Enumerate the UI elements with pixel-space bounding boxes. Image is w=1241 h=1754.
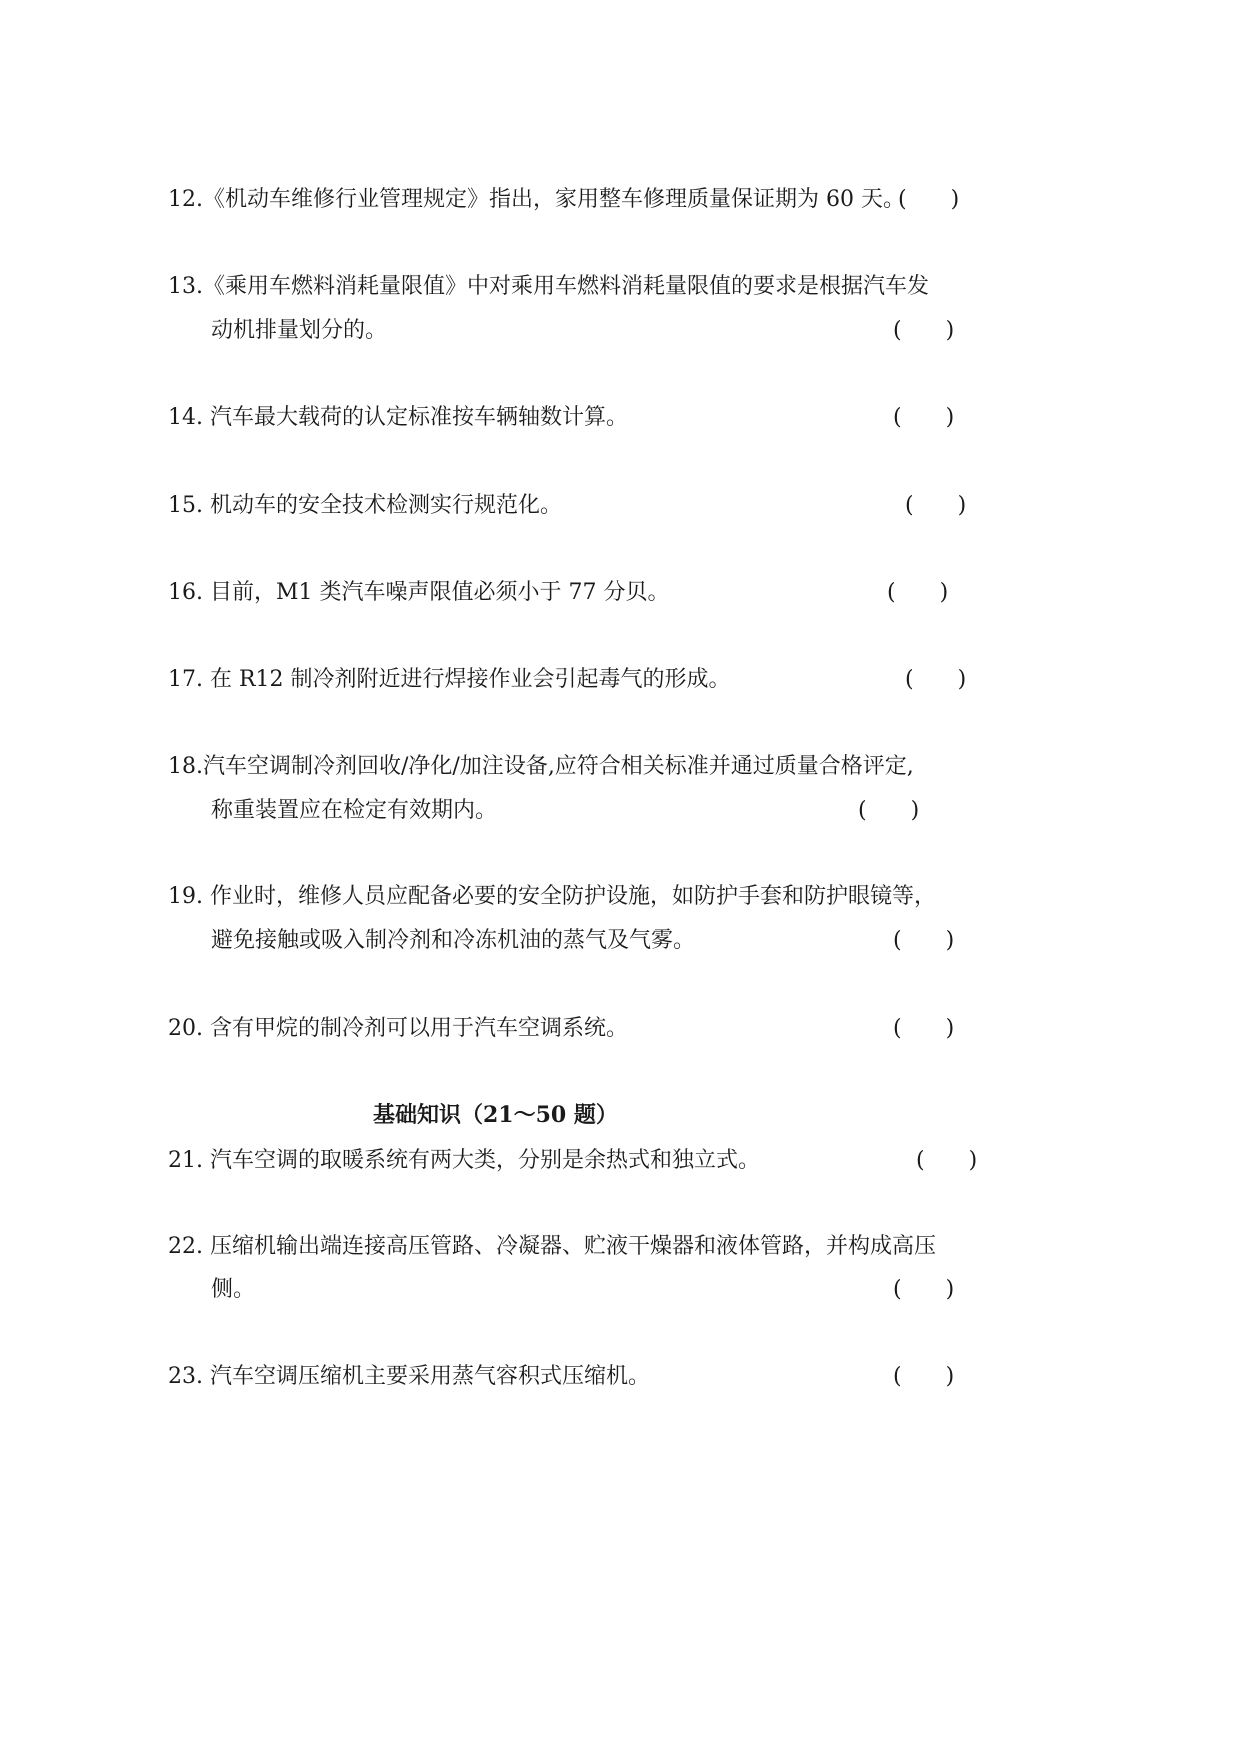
question-20-line-1: 20. 含有甲烷的制冷剂可以用于汽车空调系统。: [168, 1016, 628, 1041]
question-18-line-1: 18.汽车空调制冷剂回收/净化/加注设备,应符合相关标准并通过质量合格评定,: [168, 754, 914, 779]
question-19-line-1: 19. 作业时，维修人员应配备必要的安全防护设施，如防护手套和防护眼镜等，: [168, 884, 936, 909]
question-13-line-1: 13.《乘用车燃料消耗量限值》中对乘用车燃料消耗量限值的要求是根据汽车发: [168, 274, 929, 299]
section-heading: 基础知识（21～50 题）: [373, 1102, 618, 1128]
question-23-line-1: 23. 汽车空调压缩机主要采用蒸气容积式压缩机。: [168, 1364, 650, 1389]
question-17-line-1: 17. 在 R12 制冷剂附近进行焊接作业会引起毒气的形成。: [168, 667, 731, 692]
answer-blank-12[interactable]: ( ): [898, 187, 960, 212]
answer-blank-15[interactable]: ( ): [905, 493, 967, 518]
question-21-line-1: 21. 汽车空调的取暖系统有两大类，分别是余热式和独立式。: [168, 1148, 760, 1173]
answer-blank-16[interactable]: ( ): [887, 580, 949, 605]
answer-blank-18[interactable]: ( ): [858, 798, 920, 823]
answer-blank-17[interactable]: ( ): [905, 667, 967, 692]
question-15-line-1: 15. 机动车的安全技术检测实行规范化。: [168, 493, 562, 518]
answer-blank-22[interactable]: ( ): [893, 1277, 955, 1302]
question-16-line-1: 16. 目前，M1 类汽车噪声限值必须小于 77 分贝。: [168, 580, 670, 605]
question-14-line-1: 14. 汽车最大载荷的认定标准按车辆轴数计算。: [168, 405, 628, 430]
question-18-line-2: 称重装置应在检定有效期内。: [211, 798, 498, 823]
question-19-line-2: 避免接触或吸入制冷剂和冷冻机油的蒸气及气雾。: [211, 928, 696, 953]
question-13-line-2: 动机排量划分的。: [211, 318, 388, 343]
answer-blank-20[interactable]: ( ): [893, 1016, 955, 1041]
answer-blank-14[interactable]: ( ): [893, 405, 955, 430]
answer-blank-23[interactable]: ( ): [893, 1364, 955, 1389]
question-12-line-1: 12.《机动车维修行业管理规定》指出，家用整车修理质量保证期为 60 天。: [168, 187, 905, 212]
answer-blank-13[interactable]: ( ): [893, 318, 955, 343]
answer-blank-19[interactable]: ( ): [893, 928, 955, 953]
answer-blank-21[interactable]: ( ): [916, 1148, 978, 1173]
question-22-line-1: 22. 压缩机输出端连接高压管路、冷凝器、贮液干燥器和液体管路，并构成高压: [168, 1234, 936, 1259]
question-22-line-2: 侧。: [211, 1277, 256, 1302]
